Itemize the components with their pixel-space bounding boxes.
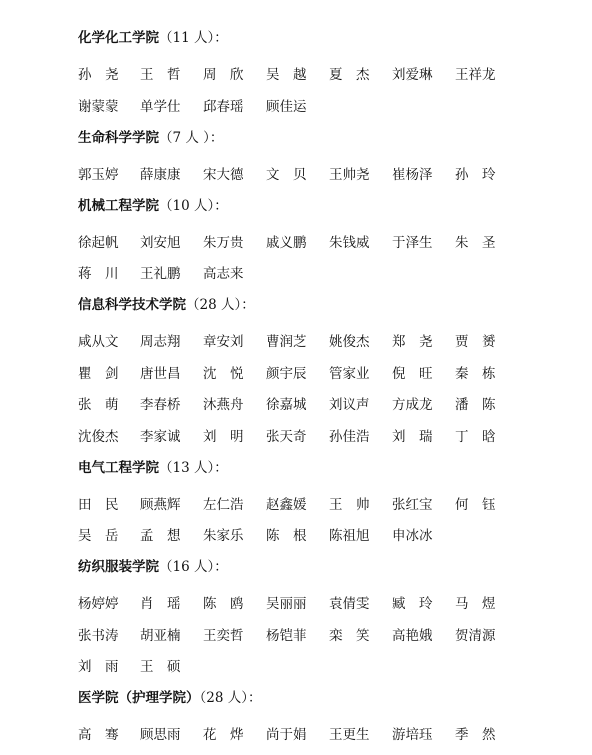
student-name: 王 帅 (329, 496, 370, 513)
college-heading (78, 197, 228, 215)
student-name: 单学仕 (140, 98, 181, 115)
student-name: 姚俊杰 (329, 334, 370, 350)
student-name: 刘爱琳 (392, 67, 433, 83)
student-name: 王更生 (329, 727, 370, 743)
student-name: 张书涛 (78, 627, 119, 644)
student-name: 文 贝 (266, 166, 307, 183)
student-name: 刘安旭 (140, 234, 181, 251)
student-name: 沈俊杰 (78, 428, 119, 445)
student-name: 孙佳浩 (329, 428, 370, 445)
student-name: 左仁浩 (203, 496, 244, 513)
student-name: 朱家乐 (203, 528, 244, 544)
student-name: 高 骞 (78, 727, 119, 743)
student-name: 臧 玲 (392, 596, 433, 612)
student-name: 花 烨 (203, 727, 244, 743)
student-name: 张红宝 (392, 496, 433, 513)
student-name: 栾 笑 (329, 627, 370, 644)
student-name: 戚义鹏 (266, 234, 307, 251)
student-name: 张 萌 (78, 397, 119, 413)
student-name: 尚于娟 (266, 727, 307, 743)
student-name: 王祥龙 (455, 67, 496, 83)
student-name: 宋大德 (203, 166, 244, 183)
student-name: 陈祖旭 (329, 528, 370, 544)
student-name: 何 钰 (455, 496, 496, 513)
college-heading (78, 459, 228, 477)
student-name: 谢蒙蒙 (78, 98, 119, 115)
student-name: 陈 根 (266, 528, 307, 544)
college-heading (78, 689, 261, 707)
college-heading (78, 29, 228, 47)
student-name: 游培珏 (392, 727, 433, 743)
student-name: 邱春瑶 (203, 98, 244, 115)
college-name: 信息科学技术学院 (78, 297, 186, 313)
student-name: 周志翔 (140, 334, 181, 350)
student-name: 沐燕舟 (203, 397, 244, 413)
student-name: 徐嘉城 (266, 397, 307, 413)
student-name: 张天奇 (266, 428, 307, 445)
student-name: 贾 赟 (455, 334, 496, 350)
student-name: 吴 岳 (78, 528, 119, 544)
student-name: 朱钱威 (329, 234, 370, 251)
student-name: 田 民 (78, 496, 119, 513)
student-name: 秦 栋 (455, 365, 496, 382)
student-name: 赵鑫媛 (266, 496, 307, 513)
college-name: 机械工程学院 (78, 197, 159, 214)
student-name: 申冰冰 (392, 528, 433, 544)
college-heading (78, 296, 255, 314)
college-name: 生命科学学院 (78, 129, 159, 146)
student-name: 季 然 (455, 727, 496, 743)
student-name: 郭玉婷 (78, 166, 119, 183)
member-count: （16 人）： (159, 559, 228, 575)
student-name: 高艳娥 (392, 627, 433, 644)
student-name: 倪 旺 (392, 365, 433, 382)
student-name: 曹润芝 (266, 334, 307, 350)
student-name: 顾佳运 (266, 98, 307, 115)
college-heading (78, 129, 223, 147)
college-name: 医学院（护理学院） (78, 690, 200, 706)
student-name: 刘 雨 (78, 659, 119, 675)
student-name: 王 硕 (140, 659, 181, 675)
student-name: 王 哲 (140, 67, 181, 83)
student-name: 于泽生 (392, 234, 433, 251)
student-name: 徐起帆 (78, 234, 119, 251)
student-name: 吴丽丽 (266, 596, 307, 612)
student-name: 郑 尧 (392, 334, 433, 350)
college-name: 化学化工学院 (78, 30, 159, 46)
student-name: 王礼鹏 (140, 266, 181, 282)
student-name: 管家业 (329, 365, 370, 382)
student-name: 唐世昌 (140, 365, 181, 382)
student-name: 顾燕辉 (140, 496, 181, 513)
student-name: 高志来 (203, 266, 244, 282)
member-count: （28 人）： (199, 690, 262, 706)
student-name: 夏 杰 (329, 67, 370, 83)
college-name: 纺织服装学院 (78, 559, 159, 575)
student-name: 周 欣 (203, 67, 244, 83)
student-name: 孙 尧 (78, 67, 119, 83)
member-count: （13 人）： (159, 459, 228, 476)
student-name: 刘议声 (329, 397, 370, 413)
student-name: 孟 想 (140, 528, 181, 544)
student-name: 李家诚 (140, 428, 181, 445)
student-name: 咸从文 (78, 334, 119, 350)
student-name: 胡亚楠 (140, 627, 181, 644)
student-name: 袁倩雯 (329, 596, 370, 612)
student-name: 沈 悦 (203, 365, 244, 382)
student-name: 吴 越 (266, 67, 307, 83)
student-name: 肖 瑶 (140, 596, 181, 612)
student-name: 马 煜 (455, 596, 496, 612)
student-name: 刘 瑞 (392, 428, 433, 445)
student-name: 刘 明 (203, 428, 244, 445)
student-name: 章安刘 (203, 334, 244, 350)
student-name: 朱 圣 (455, 234, 496, 251)
student-name: 丁 晗 (455, 428, 496, 445)
student-name: 潘 陈 (455, 397, 496, 413)
college-heading (78, 558, 228, 576)
member-count: （28 人）： (186, 297, 255, 313)
student-name: 杨铠菲 (266, 627, 307, 644)
student-name: 顾思雨 (140, 727, 181, 743)
member-count: （11 人）： (159, 30, 228, 46)
student-name: 李春桥 (140, 397, 181, 413)
student-name: 薛康康 (140, 166, 181, 183)
student-name: 贺清源 (455, 627, 496, 644)
member-count: （10 人）： (159, 197, 228, 214)
student-name: 蒋 川 (78, 266, 119, 282)
student-name: 瞿 剑 (78, 365, 119, 382)
student-name: 王奕哲 (203, 627, 244, 644)
student-name: 方成龙 (392, 397, 433, 413)
student-name: 杨婷婷 (78, 596, 119, 612)
student-name: 崔杨泽 (392, 166, 433, 183)
college-name: 电气工程学院 (78, 459, 159, 476)
member-count: （7 人 ）： (159, 129, 224, 146)
student-name: 颜宇辰 (266, 365, 307, 382)
student-name: 孙 玲 (455, 166, 496, 183)
student-name: 陈 鸥 (203, 596, 244, 612)
student-name: 王帅尧 (329, 166, 370, 183)
student-name: 朱万贵 (203, 234, 244, 251)
